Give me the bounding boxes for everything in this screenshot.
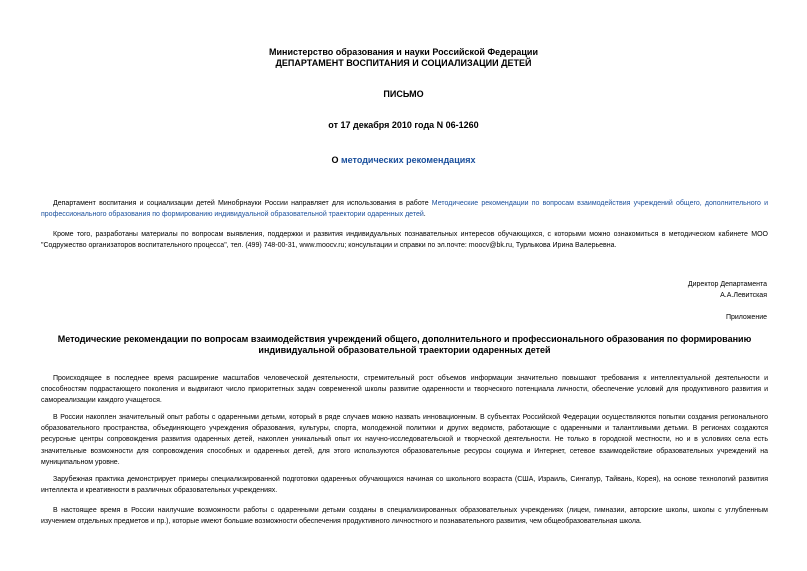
recommendations-link[interactable]: Методические рекомендации по вопросам взаимодействия учреждений общего, дополнительного и профессионального образования по формированию индивидуальной образовательной траектории одаренных детей <box>41 200 768 219</box>
appendix-label: Приложение <box>725 314 767 321</box>
letter-paragraph-2: Кроме того, разработаны материалы по вопросам выявления, поддержки и развития индивидуальных познавательных интересов обучающихся, с которыми можно ознакомиться в методическом кабинете МОО "Содружество организаторов воспитательного процесса", тел. (499) 748-00-31, www.moocv.ru; консультации и справки по эл.почте: moocv@bk.ru, Турлыкова Ирина Валерьевна. <box>41 231 768 250</box>
subject-prefix: О <box>331 155 341 165</box>
appendix-paragraph-4: В настоящее время в России наилучшие возможности работы с одаренными детьми созданы в специализированных образовательных учреждениях (лицеи, гимназии, авторские школы, школы с углубленным изучением отдельных предметов и пр.), которые имеют большие возможности обеспечения продуктивного личностного и познавательного развития, чем общеобразовательная школа. <box>41 507 768 526</box>
subject-link[interactable]: методических рекомендациях <box>340 155 476 165</box>
signature-position: Директор Департамента <box>687 281 767 288</box>
appendix-paragraph-2: В России накоплен значительный опыт работы с одаренными детьми, который в ряде случаев можно назвать инновационным. В субъектах Российской Федерации осуществляются попытки создания регионального образовательного пространства, объединяющего учреждения образования, культуры, спорта, молодежной политики и других ведомств, работающие с одаренными и талантливыми детьми. В регионах создаются ресурсные центры сопровождения развития одаренных детей, накоплен уникальный опыт их научно-исследовательской и творческой деятельности. Не только в городской местности, но и в условиях села есть значительные возможности для сопровождения способных и одаренных детей, для этого используются образовательные ресурсы социума и Интернет, сетевое взаимодействие образовательных учреждений на муниципальном уровне. <box>41 414 768 466</box>
document-type: ПИСЬМО <box>383 89 424 99</box>
p1-text: Департамент воспитания и социализации детей Минобрнауки России направляет для использования в работе <box>53 200 432 207</box>
p1-end: . <box>423 211 426 219</box>
date-number: от 17 декабря 2010 года N 06-1260 <box>328 120 479 130</box>
subject-line <box>0 155 807 166</box>
ministry-name: Министерство образования и науки Российской Федерации <box>269 47 538 57</box>
letter-paragraph-1 <box>41 198 768 220</box>
appendix-paragraph-1: Происходящее в последнее время расширение масштабов человеческой деятельности, стремительный рост объемов информации значительно повышают требования к интеллектуальной деятельности и способностям подрастающего поколения и выдвигают число приоритетных задач современной школы развитие одаренности и творческого потенциала личности, обеспечение условий для продуктивного развития и самореализации каждого учащегося. <box>41 375 768 405</box>
appendix-paragraph-3: Зарубежная практика демонстрирует примеры специализированной подготовки одаренных обучающихся начиная со школьного возраста (США, Израиль, Сингапур, Тайвань, Корея), на основе технологий развития интеллекта и креативности в различных образовательных учреждениях. <box>41 476 768 495</box>
appendix-title: Методические рекомендации по вопросам взаимодействия учреждений общего, дополнительного и профессионального образования по формированию индивидуальной образовательной траектории одаренных детей <box>57 334 752 355</box>
department-name: ДЕПАРТАМЕНТ ВОСПИТАНИЯ И СОЦИАЛИЗАЦИИ ДЕТЕЙ <box>275 58 532 68</box>
signature-name: А.А.Левитская <box>720 292 767 299</box>
